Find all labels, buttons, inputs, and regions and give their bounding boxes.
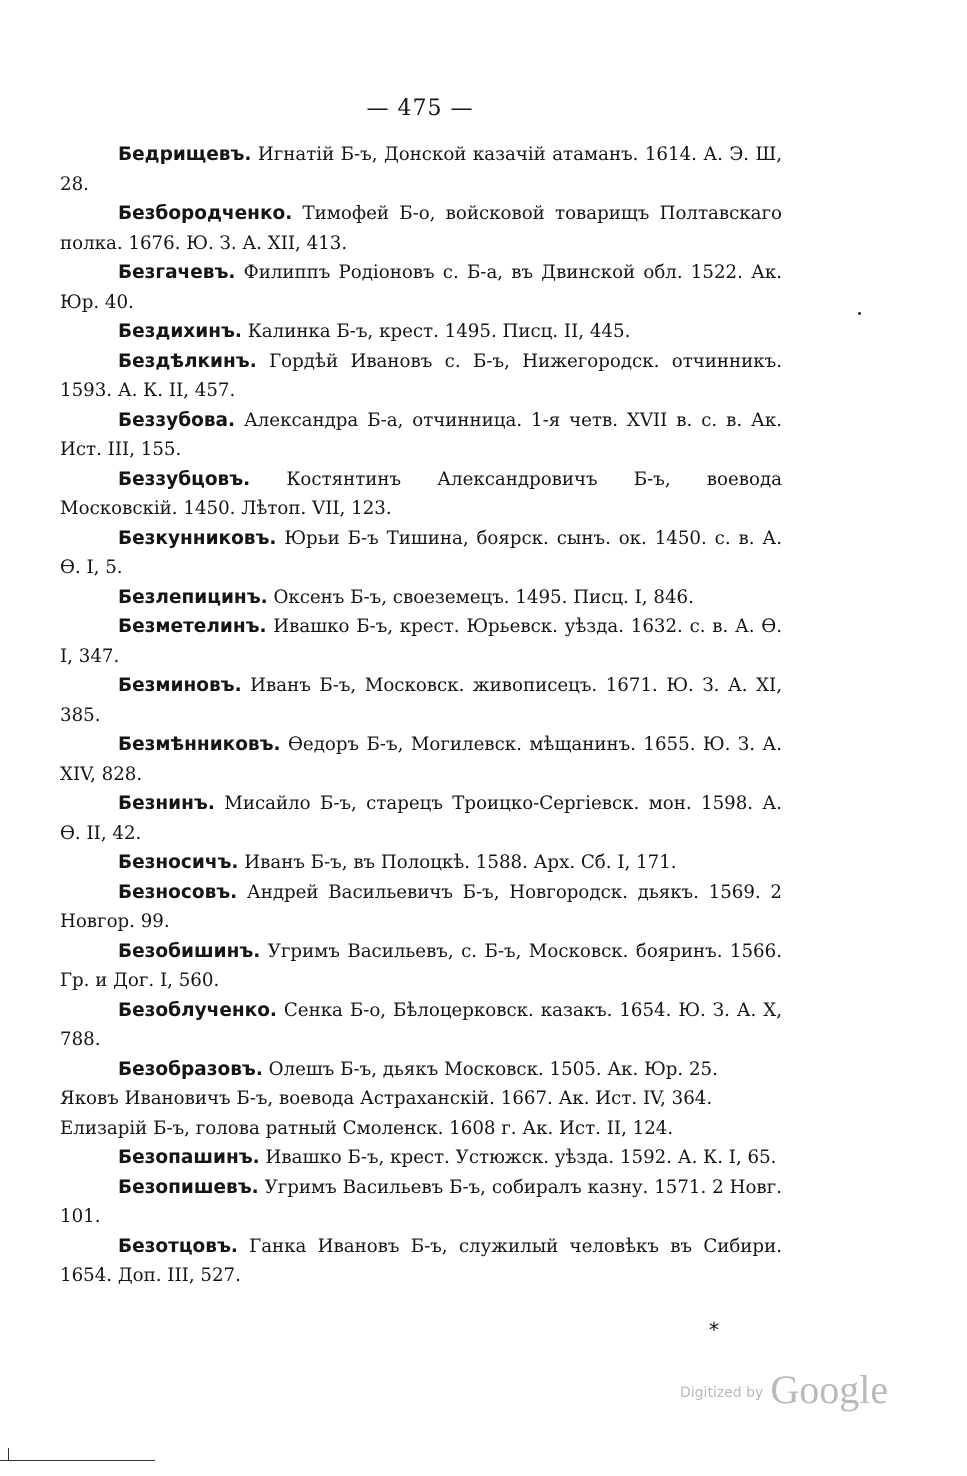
entry bbox=[60, 612, 782, 671]
entry-headword: Бездѣлкинъ. bbox=[118, 350, 257, 372]
entry-headword: Беззубцовъ. bbox=[118, 468, 251, 490]
entry-text: Юрьи Б-ъ Тишина, боярск. сынъ. ок. 1450. с. в. А. Ѳ. I, 5. bbox=[60, 527, 782, 578]
entry bbox=[60, 878, 782, 937]
entry bbox=[60, 524, 782, 583]
entry-text: Андрей Васильевичъ Б-ъ, Новгородск. дьякъ. 1569. 2 Новгор. 99. bbox=[60, 881, 782, 932]
entry-headword: Безгачевъ. bbox=[118, 262, 236, 283]
entry-headword: Безобразовъ. bbox=[118, 1058, 263, 1080]
entry-text: Ганка Ивановъ Б-ъ, служилый человѣкъ въ Сибири. 1654. Доп. III, 527. bbox=[60, 1235, 782, 1286]
entry-text: Ивашко Б-ъ, крест. Устюжск. уѣзда. 1592. А. К. I, 65. bbox=[265, 1147, 777, 1168]
entry bbox=[60, 140, 782, 199]
entry bbox=[60, 406, 782, 465]
entry-headword: Безминовъ. bbox=[118, 675, 242, 696]
entry-text: Костянтинъ Александровичъ Б-ъ, воевода Московскій. 1450. Лѣтоп. VII, 123. bbox=[60, 468, 782, 519]
entry-headword: Бедрищевъ. bbox=[118, 144, 252, 165]
entry bbox=[60, 1055, 782, 1144]
entry-headword: Безобишинъ. bbox=[118, 940, 261, 962]
entry-text: Ѳедоръ Б-ъ, Могилевск. мѣщанинъ. 1655. Ю. З. А. XIV, 828. bbox=[60, 734, 782, 785]
entry bbox=[60, 730, 782, 789]
dictionary-entries bbox=[60, 140, 782, 1291]
entry-text: Тимофей Б-о, войсковой товарищъ Полтавскаго полка. 1676. Ю. З. А. XII, 413. bbox=[60, 203, 782, 254]
entry-headword: Безопишевъ. bbox=[118, 1176, 259, 1198]
entry-headword: Безнинъ. bbox=[118, 793, 215, 814]
entry bbox=[60, 199, 782, 258]
entry bbox=[60, 671, 782, 730]
entry-text: Филиппъ Родіоновъ с. Б-а, въ Двинской обл. 1522. Ак. Юр. 40. bbox=[60, 262, 782, 313]
scan-edge-tick bbox=[8, 1448, 9, 1461]
entry-text: Калинка Б-ъ, крест. 1495. Писц. II, 445. bbox=[247, 321, 631, 342]
entry-text: Угримъ Васильевъ, с. Б-ъ, Московск. бояринъ. 1566. Гр. и Дог. I, 560. bbox=[60, 940, 782, 991]
entry-text: Оксенъ Б-ъ, своеземецъ. 1495. Писц. I, 846. bbox=[273, 586, 694, 608]
entry bbox=[60, 1143, 782, 1173]
entry-text: Угримъ Васильевъ Б-ъ, собиралъ казну. 1571. 2 Новг. 101. bbox=[60, 1176, 782, 1227]
entry bbox=[60, 347, 782, 406]
entry-text: Гордѣй Ивановъ с. Б-ъ, Нижегородск. отчинникъ. 1593. А. К. II, 457. bbox=[60, 350, 782, 401]
watermark-prefix: Digitized by bbox=[680, 1385, 764, 1401]
entry-headword: Бездихинъ. bbox=[118, 321, 242, 342]
entry-headword: Беззубова. bbox=[118, 409, 236, 431]
entry-text: Иванъ Б-ъ, Московск. живописецъ. 1671. Ю. З. А. XI, 385. bbox=[60, 675, 782, 726]
entry bbox=[60, 1173, 782, 1232]
entry-headword: Безбородченко. bbox=[118, 203, 293, 224]
entry-headword: Безмѣнниковъ. bbox=[118, 734, 281, 755]
entry bbox=[60, 465, 782, 524]
entry-text: Мисайло Б-ъ, старецъ Троицко-Сергіевск. мон. 1598. А. Ѳ. II, 42. bbox=[60, 793, 782, 844]
entry-text: Игнатій Б-ъ, Донской казачій атаманъ. 1614. А. Э. Ш, 28. bbox=[60, 144, 782, 195]
entry-headword: Безносичъ. bbox=[118, 852, 239, 873]
entry-headword: Безоблученко. bbox=[118, 999, 277, 1021]
entry-text: Иванъ Б-ъ, въ Полоцкѣ. 1588. Арх. Сб. I, 171. bbox=[244, 852, 677, 873]
entry-text: Александра Б-а, отчинница. 1-я четв. XVII в. с. в. Ак. Ист. III, 155. bbox=[60, 409, 782, 460]
entry-text: Ивашко Б-ъ, крест. Юрьевск. уѣзда. 1632. с. в. А. Ѳ. I, 347. bbox=[60, 616, 782, 667]
entry bbox=[60, 937, 782, 996]
speck-mark bbox=[858, 312, 861, 315]
entry-headword: Безкунниковъ. bbox=[118, 527, 277, 549]
digitized-watermark bbox=[680, 1366, 888, 1413]
entry-headword: Безлепицинъ. bbox=[118, 586, 268, 608]
entry-text: Олешъ Б-ъ, дьякъ Московск. 1505. Ак. Юр. 25. bbox=[268, 1058, 718, 1080]
scan-edge-line bbox=[0, 1460, 155, 1461]
entry bbox=[60, 317, 782, 347]
entry-headword: Безметелинъ. bbox=[118, 616, 267, 637]
entry-headword: Безотцовъ. bbox=[118, 1235, 238, 1257]
entry bbox=[60, 258, 782, 317]
end-mark: * bbox=[709, 1318, 719, 1342]
page-number: — 475 — bbox=[366, 96, 474, 121]
entry bbox=[60, 996, 782, 1055]
entry bbox=[60, 583, 782, 613]
entry-text: Сенка Б-о, Бѣлоцерковск. казакъ. 1654. Ю. З. А. X, 788. bbox=[60, 999, 782, 1050]
google-logo: Google bbox=[770, 1367, 889, 1412]
entry bbox=[60, 848, 782, 878]
entry-headword: Безносовъ. bbox=[118, 881, 238, 903]
entry-continuation: Елизарій Б-ъ, голова ратный Смоленск. 1608 г. Ак. Ист. II, 124. bbox=[60, 1117, 674, 1139]
entry-continuation: Яковъ Ивановичъ Б-ъ, воевода Астраханскій. 1667. Ак. Ист. IV, 364. bbox=[60, 1088, 713, 1109]
entry bbox=[60, 789, 782, 848]
entry bbox=[60, 1232, 782, 1291]
entry-headword: Безопашинъ. bbox=[118, 1147, 260, 1168]
